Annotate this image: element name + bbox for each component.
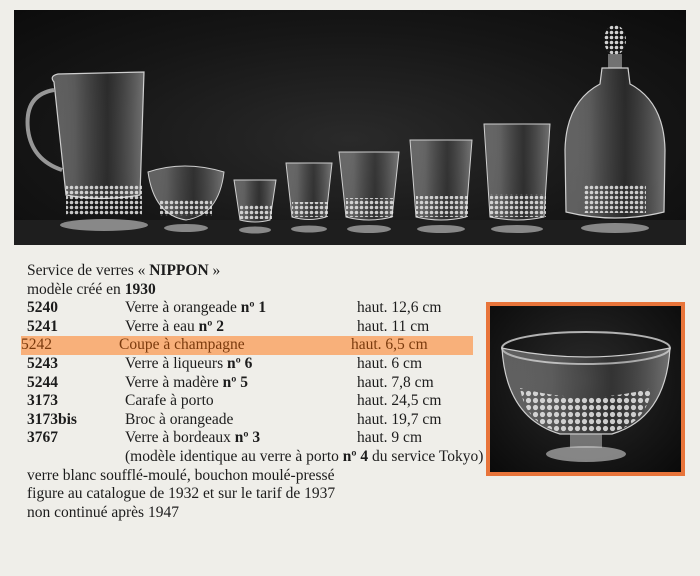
carafe-drawing [565, 25, 665, 233]
catalogue-text [21, 262, 487, 522]
item-row-highlighted: 5242 Coupe à champagne haut. 6,5 cm [21, 336, 473, 355]
item-row: 3767 Verre à bordeaux nº 3 haut. 9 cm [27, 429, 422, 447]
coupe-detail-photo [486, 302, 685, 476]
glassware-set-photo [14, 10, 686, 245]
item-row: 5240 Verre à orangeade nº 1 haut. 12,6 cm [27, 299, 442, 317]
water-glass-drawing [410, 140, 472, 233]
item-row: 3173 Carafe à porto haut. 24,5 cm [27, 392, 442, 410]
service-name: NIPPON [149, 262, 209, 279]
footer-line: non continué après 1947 [27, 503, 179, 521]
item-row: 5244 Verre à madère nº 5 haut. 7,8 cm [27, 373, 434, 391]
item-row: 5243 Verre à liqueurs nº 6 haut. 6 cm [27, 354, 422, 372]
item-row: 3173bis Broc à orangeade haut. 19,7 cm [27, 410, 442, 428]
model-year: 1930 [124, 280, 156, 298]
footer-line: figure au catalogue de 1932 et sur le tarif de 1937 [27, 485, 336, 503]
service-title: Service de verres « NIPPON » [27, 262, 221, 279]
note-line: (modèle identique au verre à porto nº 4 du service Tokyo) [125, 447, 484, 465]
pitcher-drawing [28, 72, 148, 231]
model-line: modèle créé en 1930 [27, 280, 156, 298]
footer-line: verre blanc soufflé-moulé, bouchon moulé-pressé [27, 466, 335, 484]
orangeade-glass-drawing [484, 124, 550, 233]
item-row: 5241 Verre à eau nº 2 haut. 11 cm [27, 317, 430, 335]
